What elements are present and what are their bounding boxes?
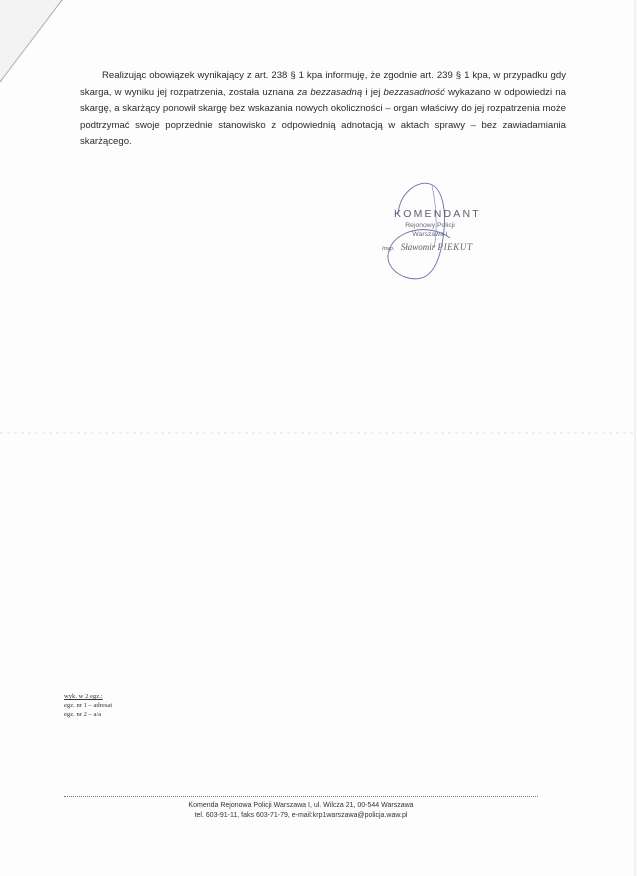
folded-corner <box>0 0 70 90</box>
paragraph-text-2: i jej <box>362 86 384 98</box>
stamp-title: KOMENDANT <box>394 208 481 220</box>
footer-address: Komenda Rejonowa Policji Warszawa I, ul. Wilcza 21, 00-544 Warszawa <box>188 802 414 809</box>
notes-heading: wyk. w 2 egz.: <box>64 693 103 700</box>
signature-stamp <box>370 178 510 283</box>
paragraph-italic-2: bezzasadność <box>383 86 445 98</box>
paragraph-italic-1: za bezzasadną <box>297 86 363 98</box>
stamp-unit-line: Rejonowy Policji <box>405 222 455 229</box>
stamp-first-name: Sławomir <box>400 242 436 252</box>
stamp-signatory <box>382 242 473 252</box>
letter-body <box>80 68 566 151</box>
notes-copy-1: egz. nr 1 – adresat <box>64 702 113 709</box>
footer-contact: tel. 603-91-11, faks 603-71-79, e-mail:krp1warszawa@policja.waw.pl <box>194 812 408 819</box>
scan-edge-shadow <box>629 0 637 876</box>
stamp-surname: PIEKUT <box>437 242 473 252</box>
scan-fold-line <box>0 432 637 434</box>
stamp-rank: insp. <box>382 245 395 252</box>
distribution-notes <box>64 692 112 719</box>
paragraph-text-3: wykazano w odpowiedzi na skargę, a skarżący ponowił skargę bez wskazania nowych okoliczności – organ właściwy do jej rozpatrzenia może podtrzymać swoje poprzednie stanowisko z odpowiednią adnotacją w aktach sprawy – bez zawiadamiania skarżącego. <box>80 86 566 148</box>
notes-copy-2: egz. nr 2 – a/a <box>64 711 102 718</box>
paragraph-text-1: Realizując obowiązek wynikający z art. 238 § 1 kpa informuję, że zgodnie art. 239 § 1 kpa, w przypadku gdy skarga, w wyniku jej rozpatrzenia, została uznana <box>80 70 566 98</box>
letterhead-footer <box>64 801 538 821</box>
stamp-city-line: Warszawa I <box>412 231 448 238</box>
footer-divider <box>64 796 538 797</box>
